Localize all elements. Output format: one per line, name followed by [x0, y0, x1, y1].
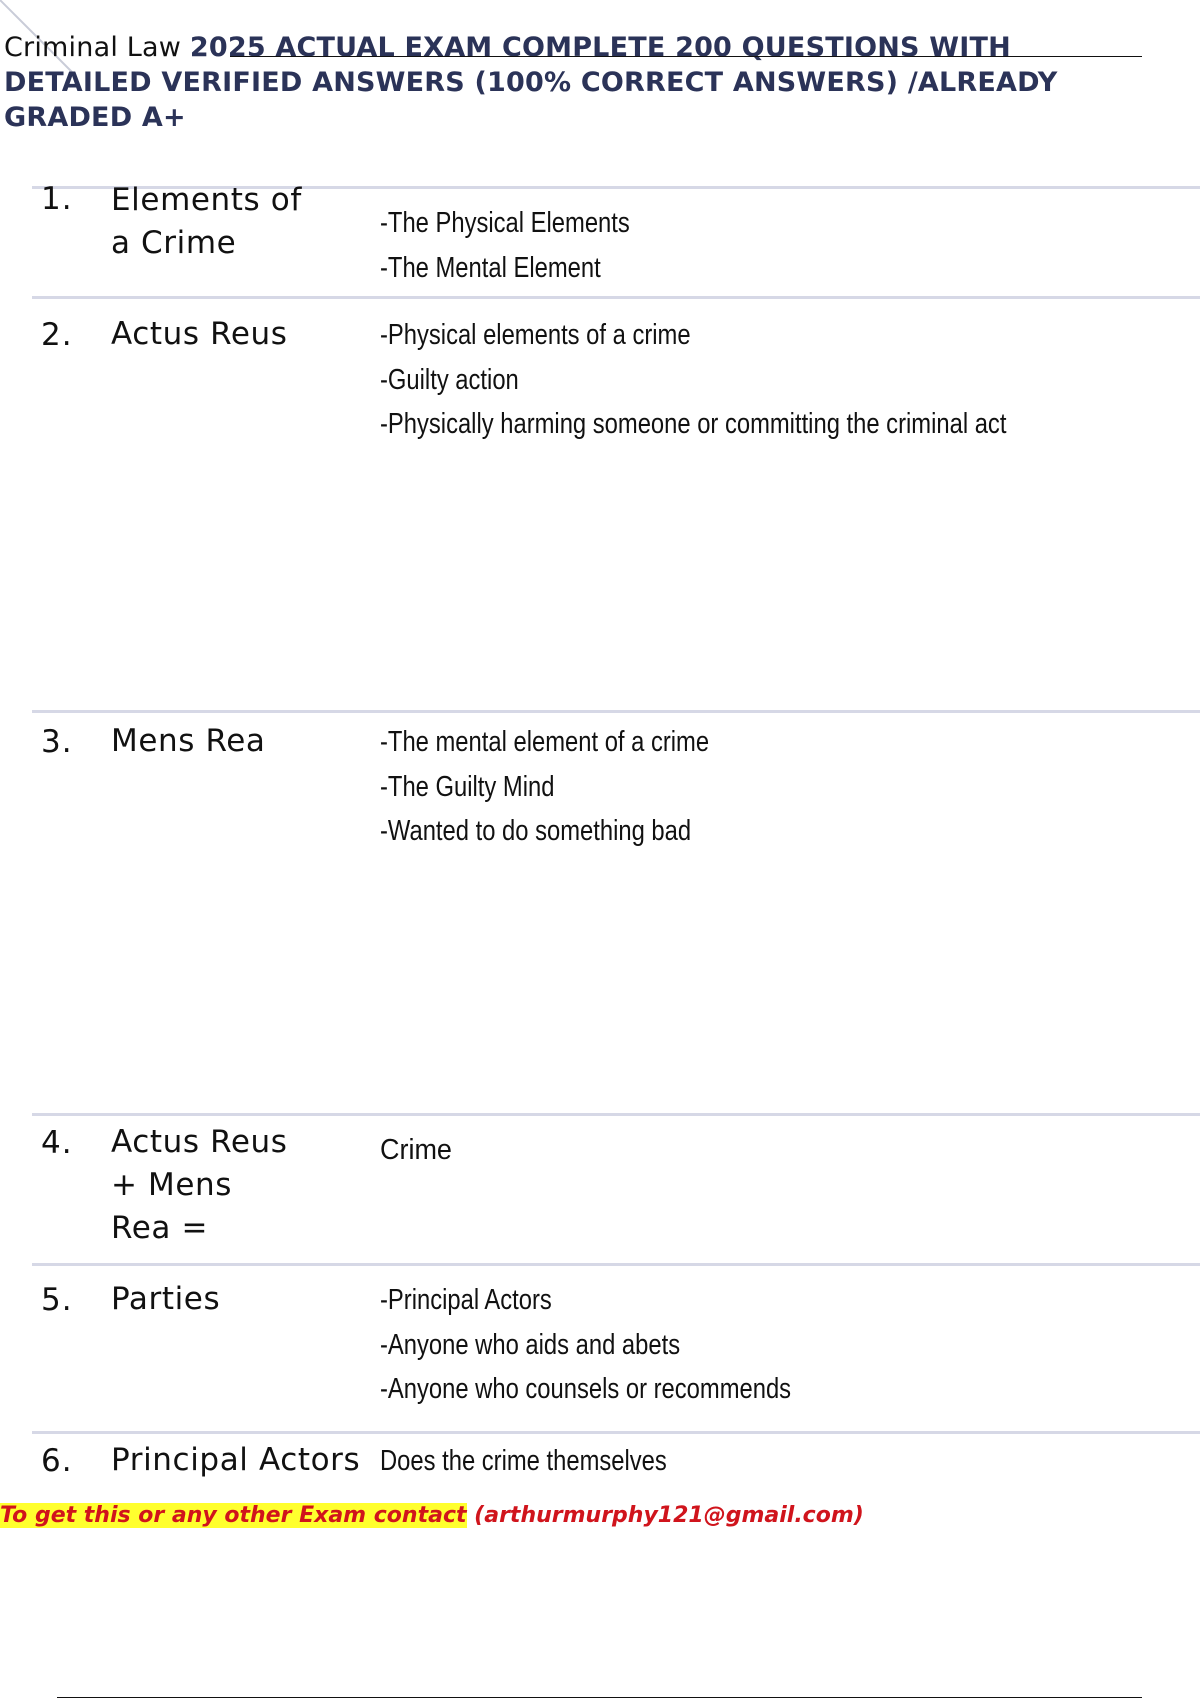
flashcard-row	[32, 1431, 1200, 1504]
answer-line: -The Physical Elements	[380, 207, 630, 239]
contact-email-link[interactable]: (arthurmurphy121@gmail.com)	[466, 1503, 864, 1528]
contact-highlight-text: To get this or any other Exam contact	[0, 1503, 467, 1528]
flashcard-row	[32, 1113, 1200, 1266]
row-number: 2.	[41, 317, 73, 353]
flashcard-row	[32, 1263, 1200, 1434]
answer-line: -Wanted to do something bad	[380, 815, 692, 847]
row-answer	[380, 720, 1180, 854]
row-term	[111, 313, 371, 356]
row-number: 1.	[41, 181, 73, 217]
flashcard-row	[32, 296, 1200, 713]
row-number: 6.	[41, 1443, 73, 1479]
term-line: Mens Rea	[111, 723, 266, 759]
row-answer	[380, 1278, 1180, 1412]
flashcard-row	[32, 181, 1200, 299]
document-title	[4, 30, 1104, 135]
answer-line: -Principal Actors	[380, 1284, 552, 1316]
row-answer	[380, 201, 1180, 290]
row-term	[111, 179, 371, 265]
term-line: a Crime	[111, 225, 237, 261]
term-line: Parties	[111, 1281, 221, 1317]
flashcard-row	[32, 710, 1200, 1116]
answer-line: Crime	[380, 1134, 452, 1166]
term-line: Principal Actors	[111, 1442, 361, 1478]
answer-line: -The Mental Element	[380, 251, 601, 284]
row-term	[111, 1278, 371, 1321]
row-number: 5.	[41, 1282, 73, 1318]
title-subject: Criminal Law	[4, 32, 190, 63]
answer-line: -The Guilty Mind	[380, 770, 555, 803]
row-number: 4.	[41, 1125, 73, 1161]
answer-line: -Guilty action	[380, 363, 519, 396]
row-term	[111, 1121, 371, 1250]
answer-line: -The mental element of a crime	[380, 726, 710, 758]
answer-line: -Anyone who counsels or recommends	[380, 1373, 792, 1405]
row-term	[111, 720, 371, 763]
title-headline: 2025 ACTUAL EXAM COMPLETE 200 QUESTIONS WITH DETAILED VERIFIED ANSWERS (100% CORRECT ANSWERS) /ALREADY GRADED A+	[4, 32, 1058, 133]
term-line: Rea =	[111, 1210, 209, 1246]
contact-banner	[0, 1503, 864, 1528]
title-strike-rule	[230, 56, 1142, 57]
answer-line: Does the crime themselves	[380, 1445, 667, 1477]
term-line: + Mens	[111, 1167, 233, 1203]
answer-line: -Physical elements of a crime	[380, 319, 691, 351]
answer-line: -Physically harming someone or committing the criminal act	[380, 408, 1007, 440]
term-line: Actus Reus	[111, 316, 288, 352]
row-term	[111, 1439, 401, 1482]
row-answer	[380, 1439, 1180, 1484]
term-line: Actus Reus	[111, 1124, 288, 1160]
row-number: 3.	[41, 724, 73, 760]
term-line: Elements of	[111, 182, 302, 218]
row-answer	[380, 1128, 1180, 1173]
page-bottom-rule	[57, 1697, 1142, 1698]
row-answer	[380, 313, 1180, 447]
answer-line: -Anyone who aids and abets	[380, 1328, 681, 1361]
